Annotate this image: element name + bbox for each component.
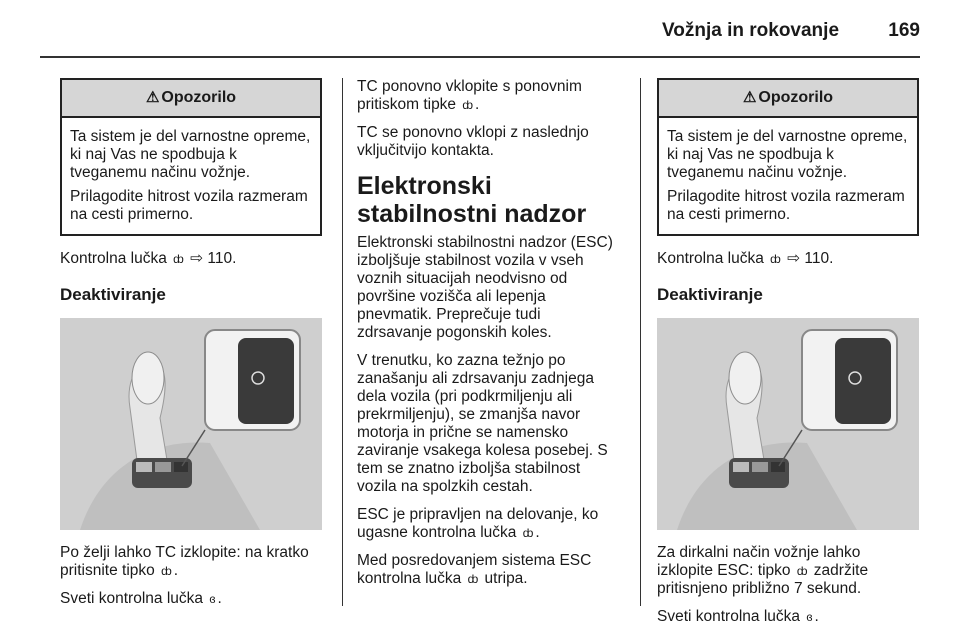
page-header — [662, 20, 920, 42]
warning-text: Prilagodite hitrost vozila razmeram na cesti primerno. — [667, 188, 905, 223]
esc-indicator-icon: ȸ — [770, 252, 781, 266]
paragraph: Sveti kontrolna lučka ɞ . — [657, 608, 819, 625]
esc-indicator-icon: ȸ — [522, 526, 534, 540]
warning-body — [62, 118, 320, 234]
header-title: Vožnja in rokovanje — [661, 20, 840, 41]
warning-triangle-icon: ⚠ — [145, 89, 160, 106]
column-divider — [640, 78, 641, 606]
column-2 — [357, 78, 619, 598]
paragraph: Elektronski stabilnostni nadzor (ESC) izboljšuje stabilnost vozila v vseh voznih situacijah neodvisno od površine vozišča ali lepenja pnevmatik. Preprečuje tudi zdrsavanje pogonskih koles. — [357, 234, 613, 341]
traction-control-icon: ȸ — [161, 564, 172, 578]
column-divider — [342, 78, 343, 606]
section-subheading: Deaktiviranje — [60, 285, 166, 304]
traction-control-off-icon: ɞ — [209, 592, 216, 606]
warning-text: Ta sistem je del varnostne opreme, ki naj Vas ne spodbuja k tveganemu načinu vožnje. — [70, 128, 311, 181]
esc-indicator-icon: ȸ — [467, 572, 479, 586]
paragraph: TC se ponovno vklopi z naslednjo vključitvijo kontakta. — [357, 124, 589, 159]
warning-title: Opozorilo — [758, 89, 834, 106]
page-reference-arrow: ⇨ — [190, 250, 204, 267]
paragraph: Sveti kontrolna lučka ɞ . — [60, 590, 222, 607]
warning-body — [659, 118, 917, 234]
esc-off-icon: ɞ — [806, 610, 813, 624]
section-heading: Elektronski stabilnostni nadzor — [357, 172, 587, 228]
warning-triangle-icon: ⚠ — [742, 89, 757, 106]
warning-box — [657, 78, 919, 236]
header-divider — [40, 56, 920, 58]
console-photo — [60, 318, 322, 530]
paragraph: Za dirkalni način vožnje lahko izklopite ESC: tipko ȸ zadržite pritisnjeno približno 7 sekund. — [657, 544, 869, 597]
reference-line: Kontrolna lučka ȸ ⇨ 110. — [60, 250, 237, 267]
paragraph: Med posredovanjem sistema ESC kontrolna lučka ȸ utripa. — [357, 552, 592, 587]
warning-header — [659, 80, 917, 118]
reference-line: Kontrolna lučka ȸ ⇨ 110. — [657, 250, 834, 267]
column-1 — [60, 78, 322, 618]
column-3 — [657, 78, 919, 636]
section-subheading: Deaktiviranje — [657, 285, 763, 304]
esc-indicator-icon: ȸ — [796, 564, 808, 578]
warning-text: Prilagodite hitrost vozila razmeram na cesti primerno. — [70, 188, 308, 223]
paragraph: V trenutku, ko zazna težnjo po zanašanju ali zdrsavanju zadnjega dela vozila (pri podkrmiljenju ali prekrmiljenju), se zmanjša navor motorja in prične se namensko zaviranje vsakega kolesa posebej. S tem se znatno izboljša stabilnost vozila na spolzkih cestah. — [357, 352, 608, 495]
page-number: 169 — [888, 20, 920, 41]
traction-control-icon: ȸ — [462, 98, 474, 112]
warning-title: Opozorilo — [161, 89, 237, 106]
warning-box — [60, 78, 322, 236]
console-photo — [657, 318, 919, 530]
warning-header — [62, 80, 320, 118]
paragraph: Po želji lahko TC izklopite: na kratko pritisnite tipko ȸ . — [60, 544, 309, 579]
paragraph: TC ponovno vklopite s ponovnim pritiskom tipke ȸ . — [357, 78, 582, 113]
traction-control-icon: ȸ — [173, 252, 184, 266]
paragraph: ESC je pripravljen na delovanje, ko ugasne kontrolna lučka ȸ . — [357, 506, 599, 541]
warning-text: Ta sistem je del varnostne opreme, ki naj Vas ne spodbuja k tveganemu načinu vožnje. — [667, 128, 908, 181]
page-reference-arrow: ⇨ — [787, 250, 801, 267]
